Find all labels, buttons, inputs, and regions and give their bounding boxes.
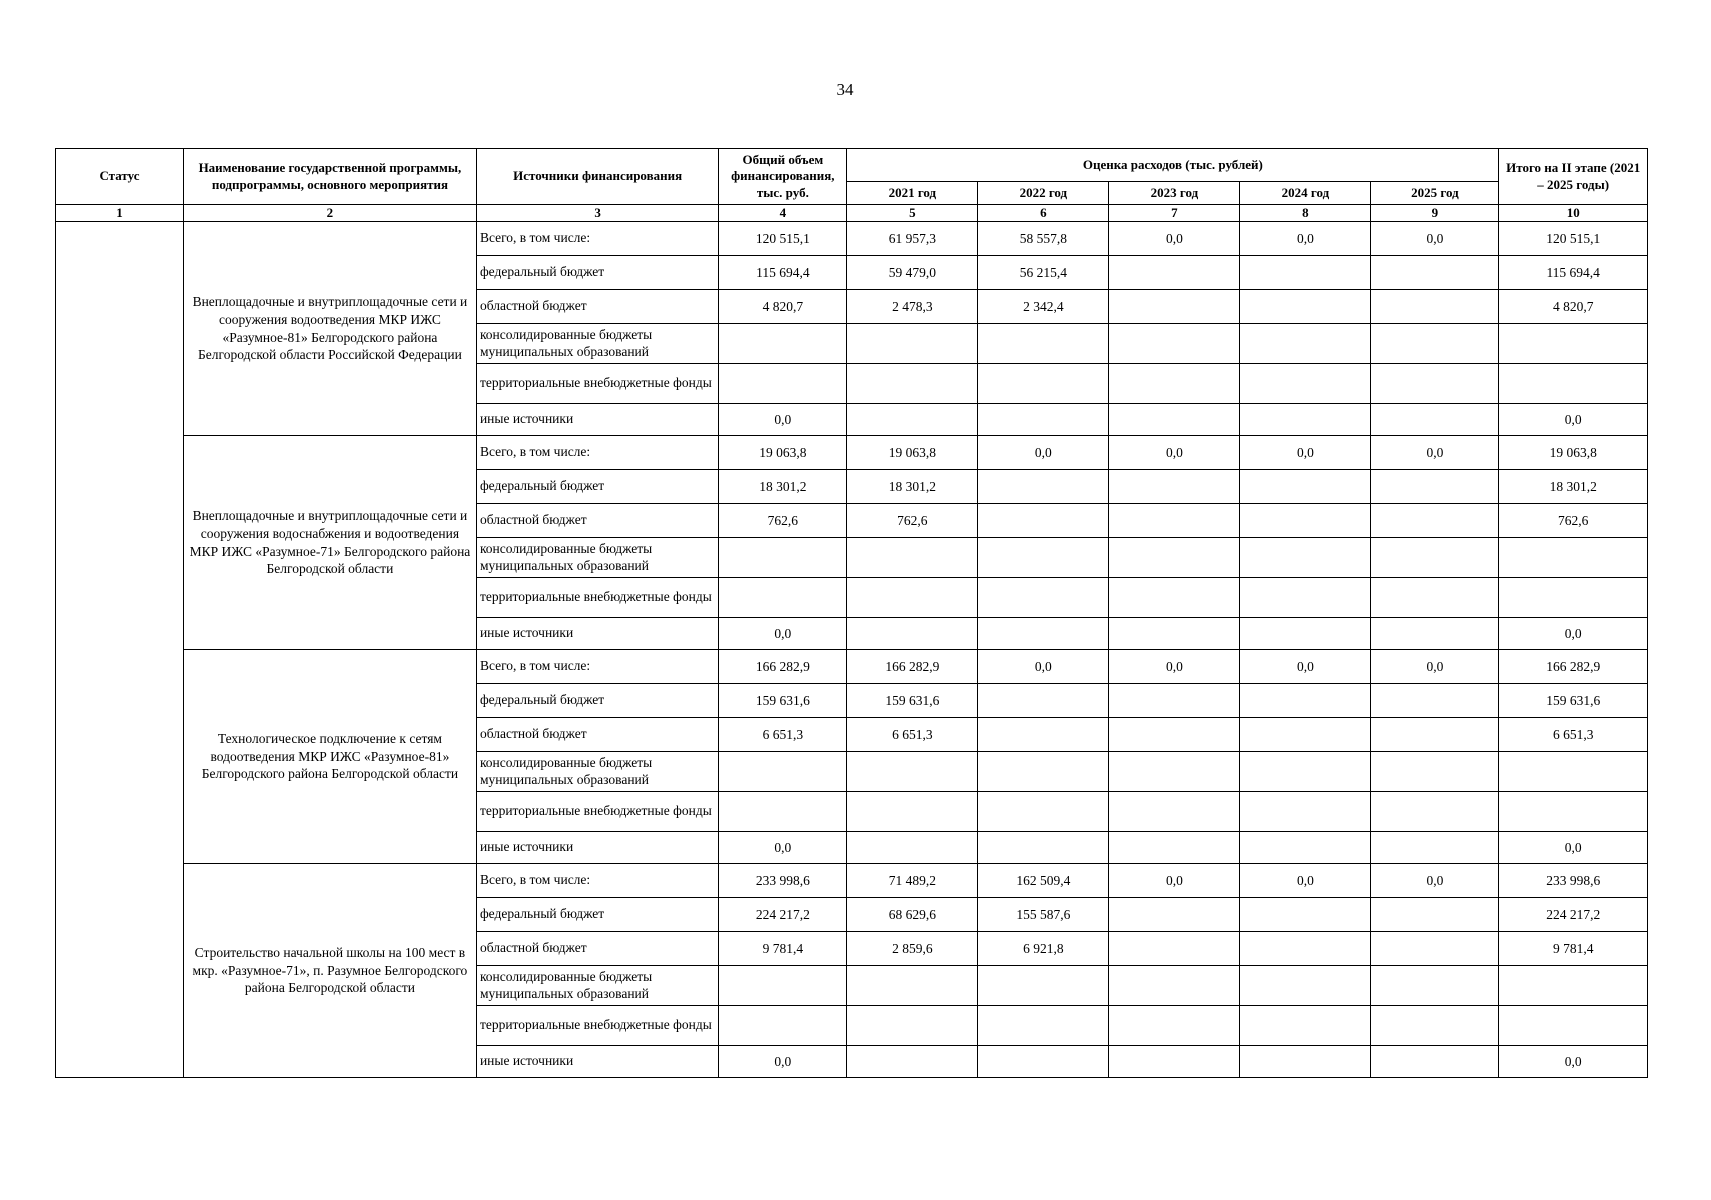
value-y2023 (1109, 792, 1240, 832)
value-y2023 (1109, 684, 1240, 718)
value-y2021 (847, 618, 978, 650)
value-stage: 0,0 (1499, 404, 1648, 436)
table-row (56, 436, 1648, 470)
value-y2025 (1371, 932, 1499, 966)
value-total (719, 578, 847, 618)
value-y2025: 0,0 (1371, 436, 1499, 470)
value-stage: 224 217,2 (1499, 898, 1648, 932)
value-y2021: 61 957,3 (847, 222, 978, 256)
value-y2021 (847, 1006, 978, 1046)
value-y2023 (1109, 504, 1240, 538)
value-y2022 (978, 578, 1109, 618)
value-y2025 (1371, 1046, 1499, 1078)
value-y2023 (1109, 1046, 1240, 1078)
value-y2024 (1240, 324, 1371, 364)
funding-source: иные источники (476, 404, 718, 436)
value-y2023 (1109, 752, 1240, 792)
funding-source: территориальные внебюджетные фонды (476, 1006, 718, 1046)
funding-source: консолидированные бюджеты муниципальных образований (476, 966, 718, 1006)
value-y2023: 0,0 (1109, 222, 1240, 256)
funding-source: федеральный бюджет (476, 256, 718, 290)
value-y2021: 166 282,9 (847, 650, 978, 684)
value-y2022 (978, 792, 1109, 832)
value-y2024 (1240, 256, 1371, 290)
value-y2021 (847, 1046, 978, 1078)
column-number: 2 (183, 205, 476, 222)
value-y2021 (847, 538, 978, 578)
header-status: Статус (56, 149, 184, 205)
value-y2021 (847, 578, 978, 618)
value-total: 6 651,3 (719, 718, 847, 752)
value-y2022 (978, 404, 1109, 436)
value-y2025 (1371, 364, 1499, 404)
value-y2021: 159 631,6 (847, 684, 978, 718)
value-y2023 (1109, 578, 1240, 618)
value-total: 9 781,4 (719, 932, 847, 966)
funding-source: федеральный бюджет (476, 684, 718, 718)
value-y2022 (978, 966, 1109, 1006)
funding-source: консолидированные бюджеты муниципальных образований (476, 538, 718, 578)
value-y2024 (1240, 1046, 1371, 1078)
table-row (56, 864, 1648, 898)
funding-source: Всего, в том числе: (476, 222, 718, 256)
value-y2025 (1371, 792, 1499, 832)
value-y2021: 2 859,6 (847, 932, 978, 966)
value-y2021: 2 478,3 (847, 290, 978, 324)
value-y2022 (978, 1046, 1109, 1078)
value-total: 224 217,2 (719, 898, 847, 932)
value-y2022: 6 921,8 (978, 932, 1109, 966)
value-stage (1499, 578, 1648, 618)
value-y2021: 59 479,0 (847, 256, 978, 290)
value-y2025: 0,0 (1371, 864, 1499, 898)
value-stage (1499, 324, 1648, 364)
value-y2023 (1109, 898, 1240, 932)
column-number: 5 (847, 205, 978, 222)
column-number: 10 (1499, 205, 1648, 222)
value-stage: 4 820,7 (1499, 290, 1648, 324)
value-y2024: 0,0 (1240, 222, 1371, 256)
value-stage: 0,0 (1499, 1046, 1648, 1078)
value-y2022 (978, 618, 1109, 650)
value-y2021 (847, 752, 978, 792)
value-y2022 (978, 832, 1109, 864)
value-y2025 (1371, 578, 1499, 618)
funding-source: федеральный бюджет (476, 898, 718, 932)
header-estimate: Оценка расходов (тыс. рублей) (847, 149, 1499, 182)
header-year-2024: 2024 год (1240, 182, 1371, 205)
header-stage-total: Итого на II этапе (2021 – 2025 годы) (1499, 149, 1648, 205)
value-y2025 (1371, 538, 1499, 578)
value-y2021: 19 063,8 (847, 436, 978, 470)
value-y2021: 71 489,2 (847, 864, 978, 898)
program-name: Внеплощадочные и внутриплощадочные сети и сооружения водоснабжения и водоотведения МКР ИЖС «Разумное-71» Белгородского района Белгородской области (183, 436, 476, 650)
value-total: 18 301,2 (719, 470, 847, 504)
value-total: 115 694,4 (719, 256, 847, 290)
value-y2021: 18 301,2 (847, 470, 978, 504)
value-y2023: 0,0 (1109, 650, 1240, 684)
value-y2023 (1109, 470, 1240, 504)
header-year-2022: 2022 год (978, 182, 1109, 205)
value-stage: 233 998,6 (1499, 864, 1648, 898)
budget-table (55, 148, 1648, 1078)
funding-source: иные источники (476, 832, 718, 864)
funding-source: консолидированные бюджеты муниципальных образований (476, 752, 718, 792)
value-y2025 (1371, 684, 1499, 718)
value-y2022 (978, 504, 1109, 538)
funding-source: территориальные внебюджетные фонды (476, 792, 718, 832)
value-y2025 (1371, 966, 1499, 1006)
program-name: Строительство начальной школы на 100 мест в мкр. «Разумное-71», п. Разумное Белгородского района Белгородской области (183, 864, 476, 1078)
value-y2023 (1109, 290, 1240, 324)
column-number: 4 (719, 205, 847, 222)
value-y2023 (1109, 324, 1240, 364)
value-y2024 (1240, 898, 1371, 932)
value-y2024 (1240, 504, 1371, 538)
funding-source: Всего, в том числе: (476, 436, 718, 470)
status-cell (56, 222, 184, 1078)
value-y2024 (1240, 538, 1371, 578)
value-stage (1499, 752, 1648, 792)
funding-source: Всего, в том числе: (476, 864, 718, 898)
value-y2023 (1109, 1006, 1240, 1046)
value-total (719, 1006, 847, 1046)
value-y2024 (1240, 290, 1371, 324)
value-y2022: 162 509,4 (978, 864, 1109, 898)
value-y2023 (1109, 966, 1240, 1006)
value-y2024 (1240, 1006, 1371, 1046)
value-stage: 0,0 (1499, 832, 1648, 864)
value-y2024: 0,0 (1240, 436, 1371, 470)
value-y2022 (978, 718, 1109, 752)
value-y2024 (1240, 718, 1371, 752)
value-y2024 (1240, 364, 1371, 404)
value-y2025: 0,0 (1371, 222, 1499, 256)
column-number: 6 (978, 205, 1109, 222)
value-y2025 (1371, 470, 1499, 504)
value-y2023 (1109, 618, 1240, 650)
value-y2023 (1109, 832, 1240, 864)
value-y2022 (978, 538, 1109, 578)
value-total: 762,6 (719, 504, 847, 538)
value-y2021: 6 651,3 (847, 718, 978, 752)
header-total-volume: Общий объем финансирования, тыс. руб. (719, 149, 847, 205)
value-y2021: 68 629,6 (847, 898, 978, 932)
value-y2022 (978, 364, 1109, 404)
value-total (719, 538, 847, 578)
funding-source: территориальные внебюджетные фонды (476, 364, 718, 404)
table-row (56, 650, 1648, 684)
header-year-2025: 2025 год (1371, 182, 1499, 205)
value-total: 159 631,6 (719, 684, 847, 718)
value-y2023: 0,0 (1109, 436, 1240, 470)
value-y2021 (847, 966, 978, 1006)
value-y2024 (1240, 578, 1371, 618)
value-y2024: 0,0 (1240, 864, 1371, 898)
table-body (56, 205, 1648, 1078)
header-year-2021: 2021 год (847, 182, 978, 205)
value-y2022 (978, 684, 1109, 718)
header-sources: Источники финансирования (476, 149, 718, 205)
value-y2025 (1371, 718, 1499, 752)
value-stage (1499, 1006, 1648, 1046)
value-y2024 (1240, 792, 1371, 832)
value-y2025 (1371, 832, 1499, 864)
value-stage: 0,0 (1499, 618, 1648, 650)
value-total (719, 966, 847, 1006)
value-y2025 (1371, 290, 1499, 324)
value-y2022: 2 342,4 (978, 290, 1109, 324)
value-y2022: 0,0 (978, 650, 1109, 684)
value-total: 4 820,7 (719, 290, 847, 324)
value-y2022: 0,0 (978, 436, 1109, 470)
column-number: 1 (56, 205, 184, 222)
value-y2021 (847, 324, 978, 364)
value-y2025 (1371, 256, 1499, 290)
value-total (719, 792, 847, 832)
value-y2023 (1109, 718, 1240, 752)
value-stage: 18 301,2 (1499, 470, 1648, 504)
value-y2024 (1240, 684, 1371, 718)
value-y2025 (1371, 618, 1499, 650)
value-total: 0,0 (719, 618, 847, 650)
value-y2024 (1240, 832, 1371, 864)
value-y2023: 0,0 (1109, 864, 1240, 898)
value-y2024 (1240, 966, 1371, 1006)
value-y2025 (1371, 752, 1499, 792)
value-total: 120 515,1 (719, 222, 847, 256)
value-y2023 (1109, 256, 1240, 290)
funding-source: областной бюджет (476, 932, 718, 966)
column-number: 3 (476, 205, 718, 222)
value-stage: 9 781,4 (1499, 932, 1648, 966)
value-total: 233 998,6 (719, 864, 847, 898)
funding-source: областной бюджет (476, 290, 718, 324)
value-y2022: 56 215,4 (978, 256, 1109, 290)
value-y2025 (1371, 1006, 1499, 1046)
value-y2024 (1240, 618, 1371, 650)
value-stage: 19 063,8 (1499, 436, 1648, 470)
value-y2024 (1240, 932, 1371, 966)
table-header (56, 149, 1648, 205)
column-number: 7 (1109, 205, 1240, 222)
value-y2021 (847, 364, 978, 404)
value-total (719, 752, 847, 792)
value-y2025 (1371, 404, 1499, 436)
value-y2024: 0,0 (1240, 650, 1371, 684)
page-number: 34 (836, 80, 854, 99)
value-y2021 (847, 404, 978, 436)
value-y2022 (978, 752, 1109, 792)
value-stage (1499, 364, 1648, 404)
value-y2022: 58 557,8 (978, 222, 1109, 256)
header-name: Наименование государственной программы, подпрограммы, основного мероприятия (183, 149, 476, 205)
value-total: 0,0 (719, 1046, 847, 1078)
column-number: 8 (1240, 205, 1371, 222)
value-stage: 166 282,9 (1499, 650, 1648, 684)
value-total (719, 324, 847, 364)
value-stage (1499, 792, 1648, 832)
funding-source: областной бюджет (476, 718, 718, 752)
value-y2023 (1109, 932, 1240, 966)
funding-source: иные источники (476, 1046, 718, 1078)
value-total: 0,0 (719, 832, 847, 864)
value-stage (1499, 538, 1648, 578)
value-y2025 (1371, 898, 1499, 932)
value-stage: 120 515,1 (1499, 222, 1648, 256)
value-y2022: 155 587,6 (978, 898, 1109, 932)
value-y2024 (1240, 752, 1371, 792)
value-y2025: 0,0 (1371, 650, 1499, 684)
funding-source: консолидированные бюджеты муниципальных образований (476, 324, 718, 364)
program-name: Технологическое подключение к сетям водоотведения МКР ИЖС «Разумное-81» Белгородского района Белгородской области (183, 650, 476, 864)
value-y2024 (1240, 404, 1371, 436)
value-total (719, 364, 847, 404)
funding-source: федеральный бюджет (476, 470, 718, 504)
value-y2023 (1109, 404, 1240, 436)
funding-source: Всего, в том числе: (476, 650, 718, 684)
value-y2023 (1109, 538, 1240, 578)
program-name: Внеплощадочные и внутриплощадочные сети и сооружения водоотведения МКР ИЖС «Разумное-81» Белгородского района Белгородской области Российской Федерации (183, 222, 476, 436)
value-y2021 (847, 832, 978, 864)
value-y2025 (1371, 504, 1499, 538)
value-stage: 6 651,3 (1499, 718, 1648, 752)
header-year-2023: 2023 год (1109, 182, 1240, 205)
funding-source: областной бюджет (476, 504, 718, 538)
value-stage: 115 694,4 (1499, 256, 1648, 290)
value-y2023 (1109, 364, 1240, 404)
value-stage (1499, 966, 1648, 1006)
table-row (56, 222, 1648, 256)
value-stage: 762,6 (1499, 504, 1648, 538)
value-y2025 (1371, 324, 1499, 364)
value-y2021 (847, 792, 978, 832)
funding-source: иные источники (476, 618, 718, 650)
column-numbers-row (56, 205, 1648, 222)
value-y2021: 762,6 (847, 504, 978, 538)
column-number: 9 (1371, 205, 1499, 222)
value-total: 0,0 (719, 404, 847, 436)
value-y2022 (978, 324, 1109, 364)
value-total: 166 282,9 (719, 650, 847, 684)
value-stage: 159 631,6 (1499, 684, 1648, 718)
funding-source: территориальные внебюджетные фонды (476, 578, 718, 618)
value-y2024 (1240, 470, 1371, 504)
value-total: 19 063,8 (719, 436, 847, 470)
value-y2022 (978, 470, 1109, 504)
value-y2022 (978, 1006, 1109, 1046)
